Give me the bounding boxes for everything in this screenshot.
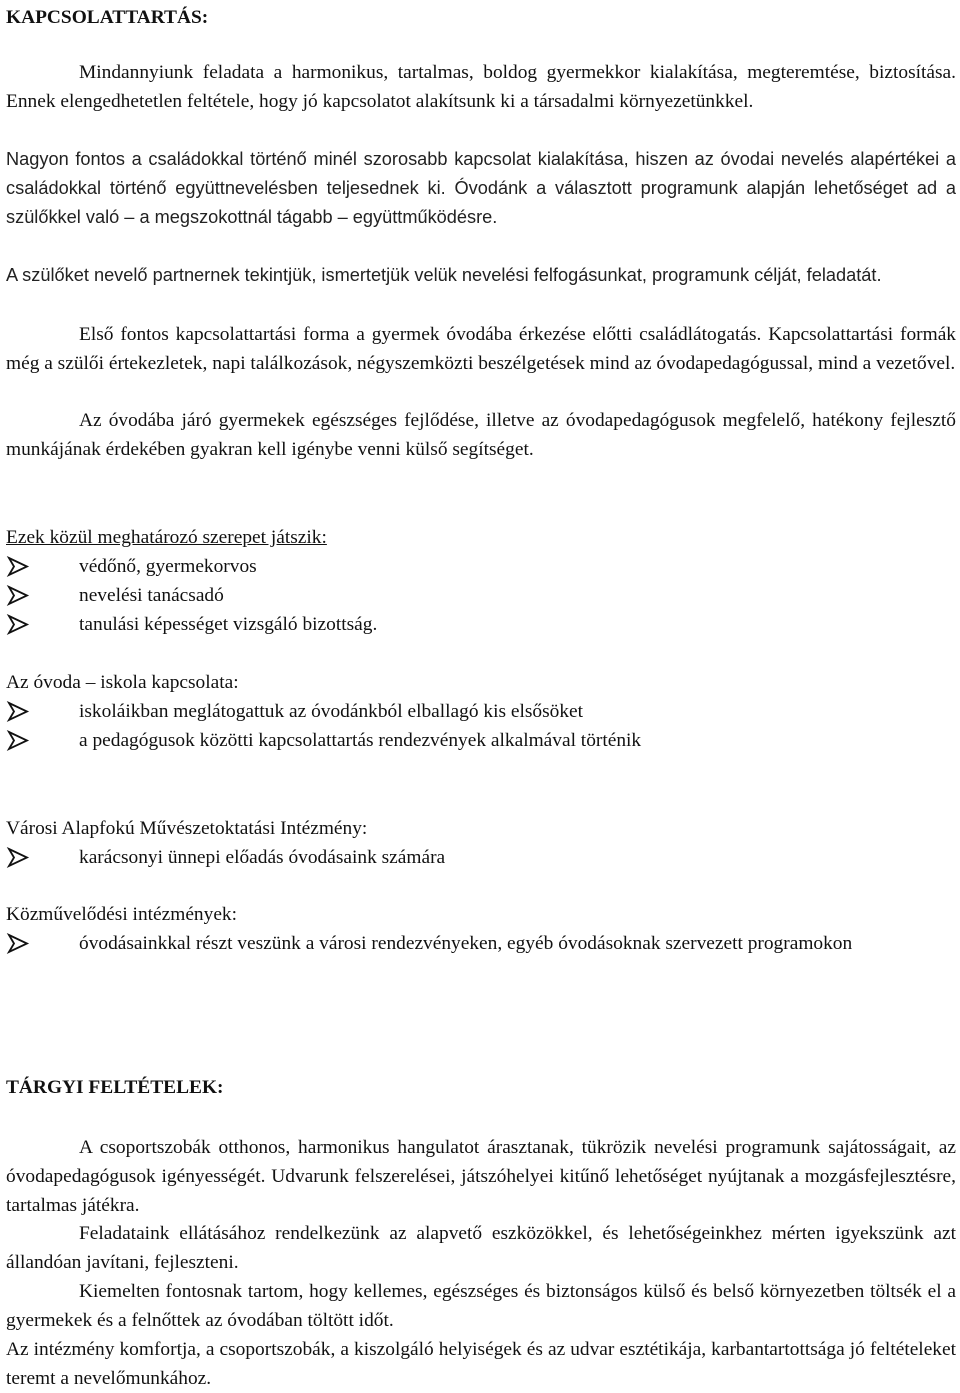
list-item-text: a pedagógusok közötti kapcsolattartás rendezvények alkalmával történik (79, 730, 642, 751)
list-item-text: óvodásainkkal részt veszünk a városi rendezvényeken, egyéb óvodásoknak szervezett programokon (79, 933, 853, 954)
list-item (6, 581, 956, 610)
list-item (6, 552, 956, 581)
arrowhead-bullet-icon (6, 581, 32, 610)
arrowhead-bullet-icon (6, 843, 32, 872)
list-item-text: védőnő, gyermekorvos (79, 556, 257, 577)
arrowhead-bullet-icon (6, 697, 32, 726)
list-item-text: iskoláikban meglátogattuk az óvodánkból elballagó kis elsősöket (79, 701, 584, 722)
paragraph-contact-forms: Első fontos kapcsolattartási forma a gyermek óvodába érkezése előtti családlátogatás. Kapcsolattartási formák még a szülői értekezletek, napi találkozások, négyszemközti beszélgetések mind az óvodapedagógussal, mind a vezetővel. (6, 324, 956, 374)
arrowhead-bullet-icon (6, 929, 32, 958)
paragraph-group-rooms: A csoportszobák otthonos, harmonikus hangulatot árasztanak, tükrözik nevelési programunk sajátosságait, az óvodapedagógusok igényességét. Udvarunk felszerelései, játszóhelyei kitűnő lehetőséget nyújtanak a mozgásfejlesztésre, tartalmas játékra. (6, 1137, 956, 1216)
heading-school-relations: Az óvoda – iskola kapcsolata: (6, 672, 239, 693)
paragraph-families: Nagyon fontos a családokkal történő minél szorosabb kapcsolat kialakítása, hiszen az óvodai nevelés alapértékei a családokkal történő együttnevelésben teljesednek ki. Óvodánk a választott programunk alapján lehetőséget ad a szülőkkel való – a megszokottnál tágabb – együttműködésre. (6, 149, 956, 227)
list-item (6, 726, 956, 755)
list-item (6, 610, 956, 639)
heading-art-school: Városi Alapfokú Művészetoktatási Intézmény: (6, 818, 368, 839)
arrowhead-bullet-icon (6, 726, 32, 755)
paragraph-equipment: Feladataink ellátásához rendelkezünk az alapvető eszközökkel, és lehetőségeinkhez mérten igyekszünk azt állandóan javítani, fejleszteni. (6, 1223, 956, 1273)
paragraph-environment: Kiemelten fontosnak tartom, hogy kellemes, egészséges és biztonságos külső és belső környezetben töltsék el a gyermekek és a felnőttek az óvodában töltött időt. (6, 1281, 956, 1331)
paragraph-intro: Mindannyiunk feladata a harmonikus, tartalmas, boldog gyermekkor kialakítása, megteremtése, biztosítása. Ennek elengedhetetlen feltétele, hogy jó kapcsolatot alakítsunk ki a társadalmi környezetünkkel. (6, 62, 956, 112)
list-item-text: tanulási képességet vizsgáló bizottság. (79, 614, 378, 635)
arrowhead-bullet-icon (6, 610, 32, 639)
list-item (6, 929, 956, 958)
list-item-text: nevelési tanácsadó (79, 585, 224, 606)
list-item-text: karácsonyi ünnepi előadás óvodásaink számára (79, 847, 446, 868)
paragraph-comfort: Az intézmény komfortja, a csoportszobák, a kiszolgáló helyiségek és az udvar esztétikája, karbantartottsága jó feltételeket teremt a nevelőmunkához. (6, 1339, 956, 1389)
paragraph-parents-partners: A szülőket nevelő partnernek tekintjük, ismertetjük velük nevelési felfogásunkat, programunk célját, feladatát. (6, 265, 882, 285)
arrowhead-bullet-icon (6, 552, 32, 581)
paragraph-external-help: Az óvodába járó gyermekek egészséges fejlődése, illetve az óvodapedagógusok megfelelő, hatékony fejlesztő munkájának érdekében gyakran kell igénybe venni külső segítséget. (6, 410, 956, 460)
list-item (6, 843, 956, 872)
heading-cultural-institutions: Közművelődési intézmények: (6, 904, 238, 925)
list-item (6, 697, 956, 726)
heading-key-roles: Ezek közül meghatározó szerepet játszik: (6, 527, 327, 548)
section-title-kapcsolattartas: KAPCSOLATTARTÁS: (6, 7, 209, 28)
section-title-targyi-feltetelek: TÁRGYI FELTÉTELEK: (6, 1077, 224, 1098)
